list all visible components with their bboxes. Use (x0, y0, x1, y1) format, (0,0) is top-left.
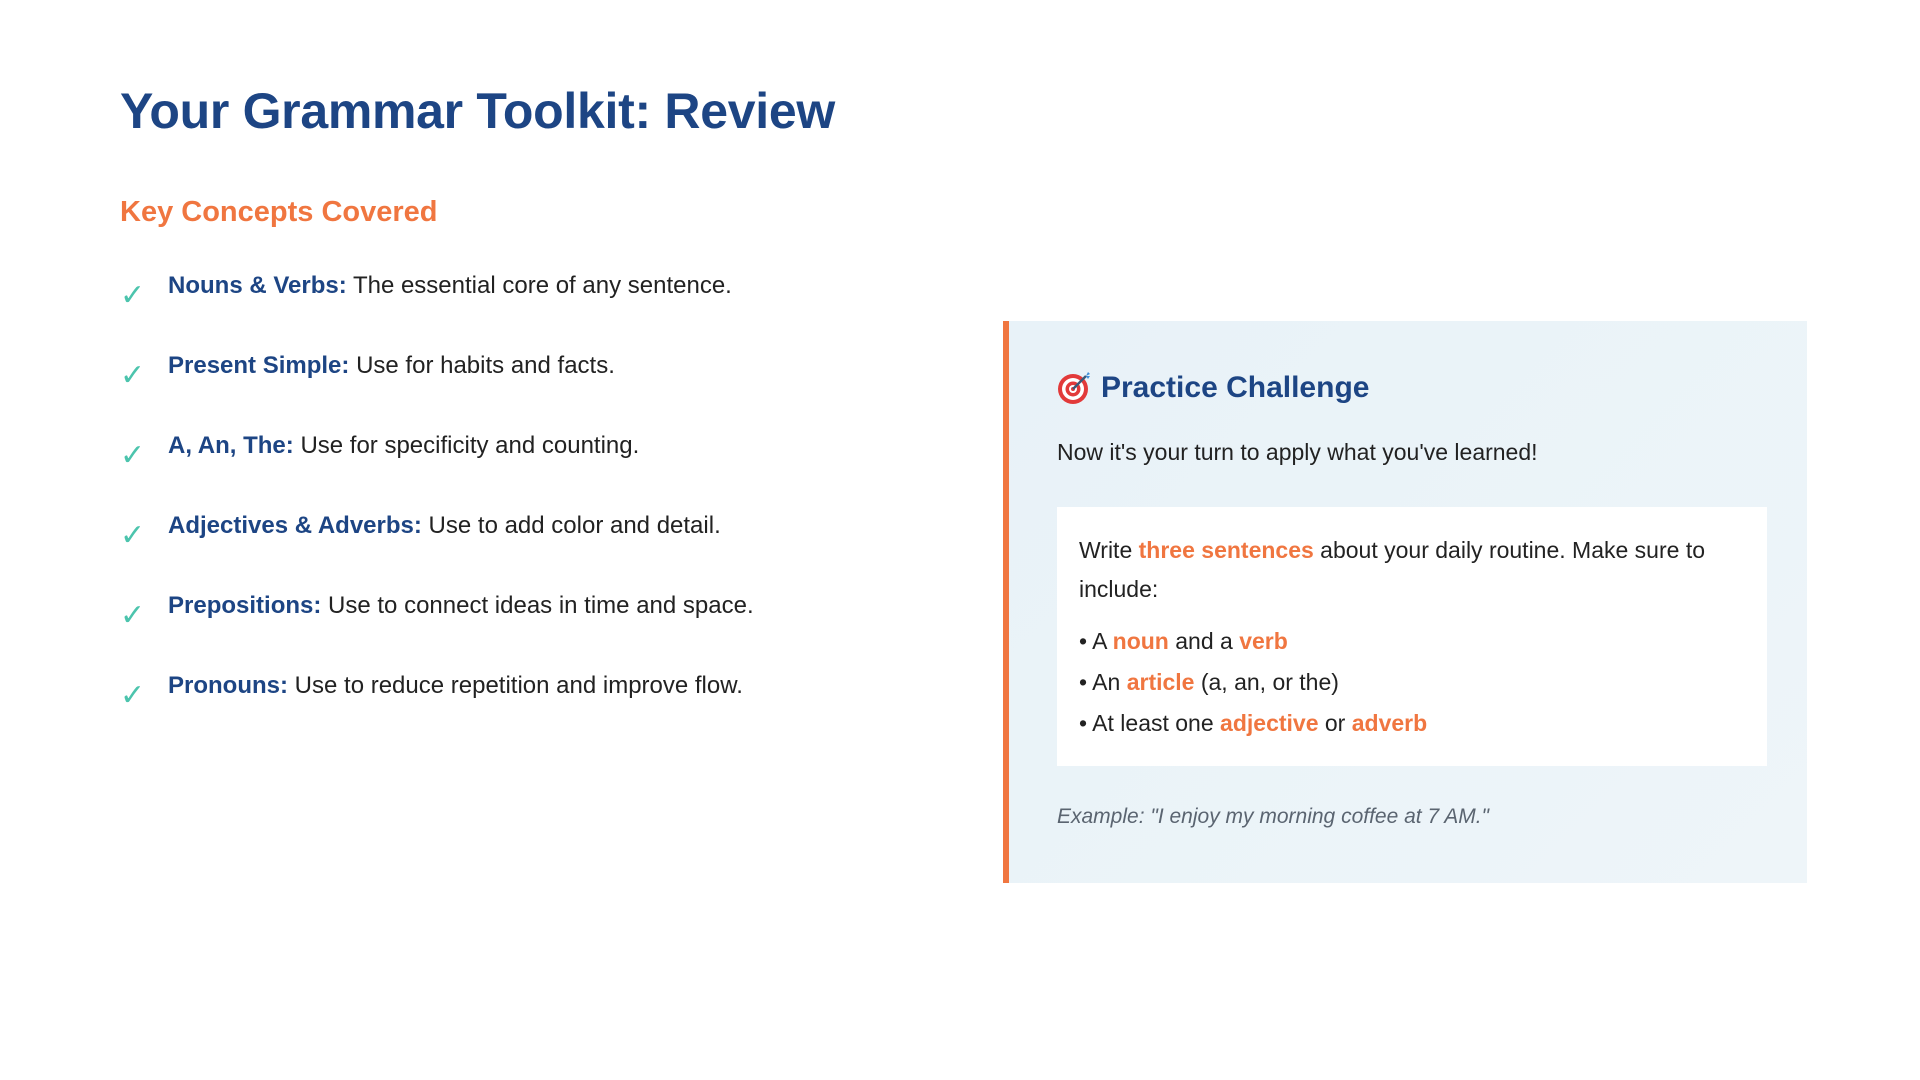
concept-term: Present Simple: (168, 352, 350, 379)
check-icon: ✓ (120, 599, 146, 632)
concept-text (168, 668, 743, 704)
check-icon: ✓ (120, 519, 146, 552)
concepts-heading: Key Concepts Covered (120, 196, 438, 228)
concepts-list (120, 268, 940, 748)
requirement-item (1079, 703, 1745, 744)
task-suffix: about your daily routine. Make sure to include: (1079, 537, 1705, 602)
page-title: Your Grammar Toolkit: Review (120, 83, 835, 139)
concept-desc: Use to connect ideas in time and space. (328, 592, 754, 619)
req-highlight: article (1126, 669, 1195, 695)
check-icon: ✓ (120, 279, 146, 312)
concept-term: Adjectives & Adverbs: (168, 512, 422, 539)
concept-text (168, 348, 615, 384)
concept-desc: Use to reduce repetition and improve flow. (294, 672, 743, 699)
concept-term: Nouns & Verbs: (168, 272, 347, 299)
req-text: (a, an, or the) (1194, 669, 1339, 695)
req-text: • An (1079, 669, 1127, 695)
req-highlight: adjective (1220, 710, 1319, 736)
task-card (1057, 507, 1767, 766)
target-icon (1057, 371, 1091, 405)
check-icon: ✓ (120, 359, 146, 392)
req-text: and a (1168, 628, 1240, 654)
concept-text (168, 588, 754, 624)
check-icon: ✓ (120, 439, 146, 472)
challenge-title (1057, 371, 1369, 405)
req-highlight: verb (1239, 628, 1288, 654)
concept-text (168, 508, 721, 544)
concept-term: A, An, The: (168, 432, 294, 459)
practice-challenge-panel (1003, 321, 1807, 883)
requirements-list (1079, 621, 1745, 744)
concept-text (168, 268, 732, 304)
concept-desc: Use for specificity and counting. (300, 432, 640, 459)
req-text: • A (1079, 628, 1113, 654)
concept-text (168, 428, 639, 464)
concept-term: Pronouns: (168, 672, 288, 699)
example-text: Example: "I enjoy my morning coffee at 7 AM." (1057, 805, 1489, 828)
req-highlight: noun (1112, 628, 1169, 654)
task-highlight: three sentences (1138, 537, 1314, 563)
concept-desc: The essential core of any sentence. (352, 272, 732, 299)
concept-desc: Use to add color and detail. (428, 512, 721, 539)
concept-item (120, 428, 940, 508)
concept-desc: Use for habits and facts. (356, 352, 615, 379)
concept-item (120, 508, 940, 588)
concept-item (120, 268, 940, 348)
req-highlight: adverb (1351, 710, 1428, 736)
concept-item (120, 588, 940, 668)
task-text (1079, 531, 1745, 609)
challenge-intro: Now it's your turn to apply what you've learned! (1057, 439, 1538, 465)
req-text: or (1318, 710, 1352, 736)
requirement-item (1079, 621, 1745, 662)
req-text: • At least one (1079, 710, 1221, 736)
challenge-title-text: Practice Challenge (1101, 371, 1370, 404)
check-icon: ✓ (120, 679, 146, 712)
concept-term: Prepositions: (168, 592, 322, 619)
requirement-item (1079, 662, 1745, 703)
concept-item (120, 348, 940, 428)
concept-item (120, 668, 940, 748)
task-prefix: Write (1079, 537, 1139, 563)
